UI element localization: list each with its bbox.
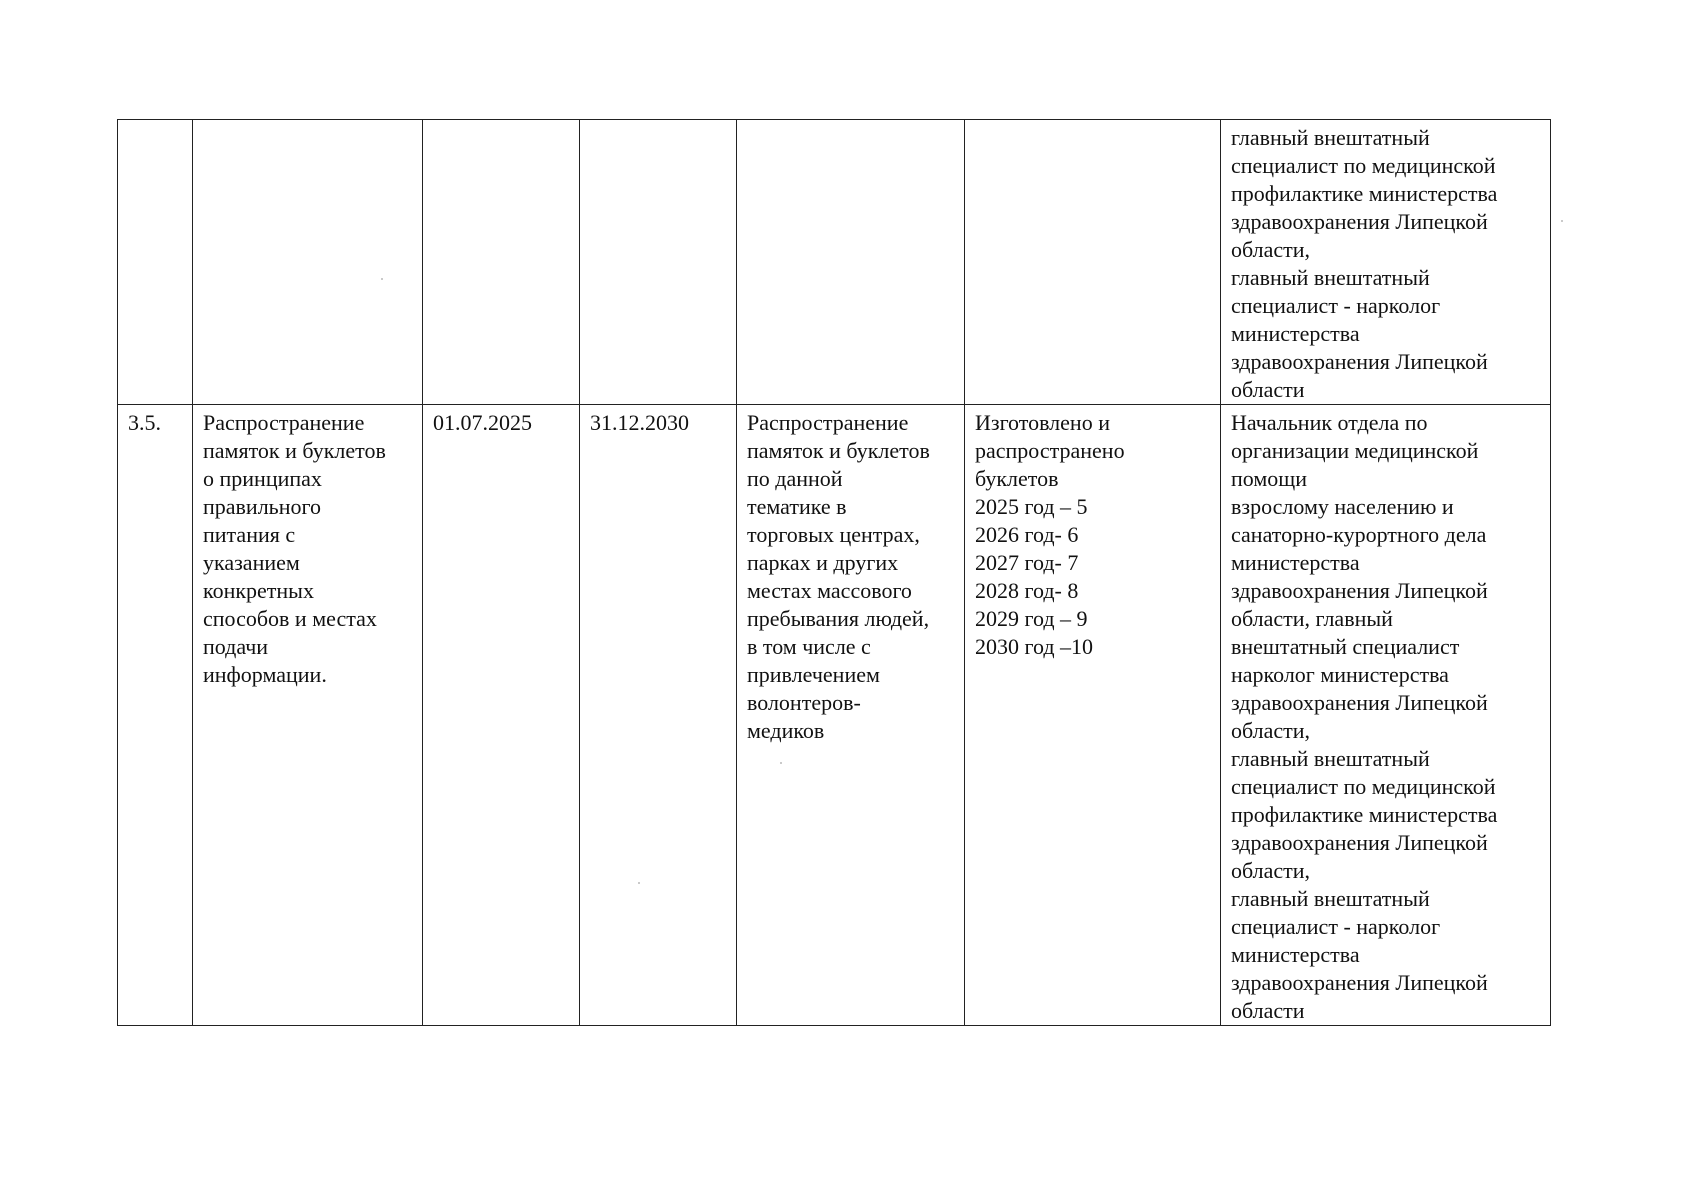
cell-number: [118, 120, 193, 405]
scan-speck: [381, 278, 383, 280]
cell-end-date: [580, 120, 737, 405]
cell-start-date: [423, 120, 580, 405]
cell-start-date: 01.07.2025: [423, 405, 580, 1026]
cell-number: 3.5.: [118, 405, 193, 1026]
cell-description: [737, 120, 965, 405]
table-row: [118, 120, 1551, 405]
scan-speck: [780, 762, 782, 764]
cell-description: Распространение памяток и буклетов по данной тематике в торговых центрах, парках и других местах массового пребывания людей, в том числе с привлечением волонтеров- медиков: [737, 405, 965, 1026]
cell-result: [965, 120, 1221, 405]
cell-responsible: главный внештатный специалист по медицинской профилактике министерства здравоохранения Липецкой области, главный внештатный специалист - нарколог министерства здравоохранения Липецкой области: [1221, 120, 1551, 405]
cell-responsible: Начальник отдела по организации медицинской помощи взрослому населению и санаторно-курортного дела министерства здравоохранения Липецкой области, главный внештатный специалист нарколог министерства здравоохранения Липецкой области, главный внештатный специалист по медицинской профилактике министерства здравоохранения Липецкой области, главный внештатный специалист - нарколог министерства здравоохранения Липецкой области: [1221, 405, 1551, 1026]
table-row: [118, 405, 1551, 1026]
scan-speck: [638, 882, 640, 884]
cell-name: [193, 120, 423, 405]
scan-speck: [1561, 220, 1563, 222]
cell-result: Изготовлено и распространено буклетов 2025 год – 5 2026 год- 6 2027 год- 7 2028 год- 8 2029 год – 9 2030 год –10: [965, 405, 1221, 1026]
activity-plan-table: [117, 119, 1551, 1026]
cell-end-date: 31.12.2030: [580, 405, 737, 1026]
cell-name: Распространение памяток и буклетов о принципах правильного питания с указанием конкретных способов и местах подачи информации.: [193, 405, 423, 1026]
